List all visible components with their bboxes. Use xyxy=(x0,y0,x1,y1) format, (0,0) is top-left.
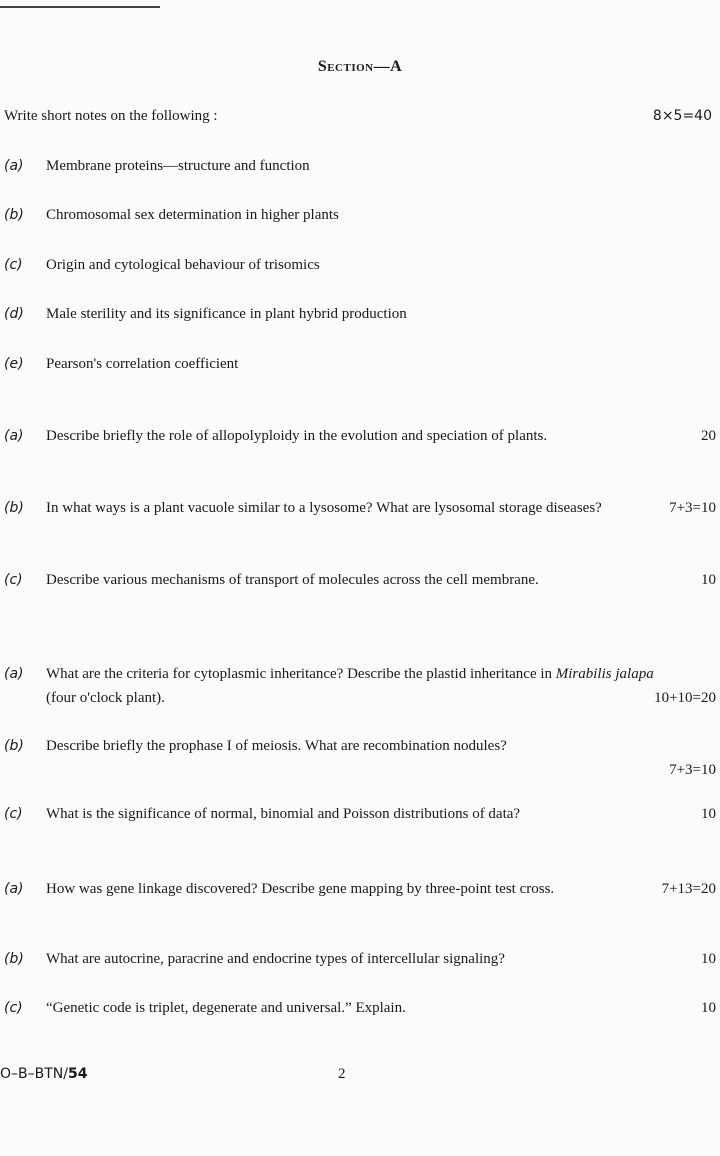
item-text: Describe various mechanisms of transport of molecules across the cell membrane. xyxy=(46,572,539,588)
item-text: What are the criteria for cytoplasmic inheritance? Describe the plastid inheritance in Mirabilis jalapa (four o'clock plant). xyxy=(46,666,654,706)
item-text: In what ways is a plant vacuole similar to a lysosome? What are lysosomal storage diseases? xyxy=(46,500,602,516)
item-label: (a) xyxy=(4,428,24,444)
item-text: What is the significance of normal, binomial and Poisson distributions of data? xyxy=(46,806,521,822)
item-text: Male sterility and its significance in plant hybrid production xyxy=(46,306,407,322)
item-text: How was gene linkage discovered? Describe gene mapping by three-point test cross. xyxy=(46,881,555,897)
paper-code: O–B–BTN/54 xyxy=(0,1066,88,1082)
item-text: What are autocrine, paracrine and endocrine types of intercellular signaling? xyxy=(46,951,505,967)
item-marks: 10+10=20 xyxy=(654,690,716,706)
item-text: “Genetic code is triplet, degenerate and universal.” Explain. xyxy=(46,1000,406,1016)
q1-c xyxy=(4,253,716,277)
item-label: (c) xyxy=(4,1000,23,1016)
top-rule xyxy=(0,6,160,8)
q2-c xyxy=(4,568,716,592)
item-label: (e) xyxy=(4,356,24,372)
instruction-text: Write short notes on the following : xyxy=(4,108,218,124)
item-text: Pearson's correlation coefficient xyxy=(46,356,239,372)
item-marks: 10 xyxy=(701,1000,716,1016)
q3-c xyxy=(4,802,716,826)
q4-a xyxy=(4,877,716,901)
item-marks: 7+3=10 xyxy=(669,762,716,778)
item-label: (c) xyxy=(4,806,23,822)
item-label: (a) xyxy=(4,158,24,174)
item-marks: 10 xyxy=(701,806,716,822)
item-text: Membrane proteins—structure and function xyxy=(46,158,310,174)
section-title: Section—A xyxy=(317,58,403,75)
item-label: (b) xyxy=(4,738,24,754)
item-label: (d) xyxy=(4,306,24,322)
item-marks: 20 xyxy=(701,428,716,444)
item-label: (a) xyxy=(4,881,24,897)
q2-a xyxy=(4,424,716,448)
item-text: Describe briefly the role of allopolyploidy in the evolution and speciation of plants. xyxy=(46,428,548,444)
q1-e xyxy=(4,352,716,376)
item-marks: 7+3=10 xyxy=(669,500,716,516)
item-label: (b) xyxy=(4,951,24,967)
item-text: Origin and cytological behaviour of trisomics xyxy=(46,257,320,273)
q2-b xyxy=(4,496,716,520)
item-marks: 10 xyxy=(701,951,716,967)
item-label: (b) xyxy=(4,207,24,223)
instruction xyxy=(4,108,712,125)
q1-d xyxy=(4,302,716,326)
q3-b xyxy=(4,734,716,782)
item-label: (b) xyxy=(4,500,24,516)
item-marks: 7+13=20 xyxy=(661,881,716,897)
q3-a xyxy=(4,662,716,710)
species-name: Mirabilis jalapa xyxy=(555,666,654,682)
q4-b xyxy=(4,947,716,971)
item-label: (a) xyxy=(4,666,24,682)
item-label: (c) xyxy=(4,257,23,273)
item-text: Describe briefly the prophase I of meiosis. What are recombination nodules? xyxy=(46,738,507,754)
q1-b xyxy=(4,203,716,227)
item-label: (c) xyxy=(4,572,23,588)
q1-a xyxy=(4,154,716,178)
q4-c xyxy=(4,996,716,1020)
instruction-marks: 8×5=40 xyxy=(652,108,712,124)
item-marks: 10 xyxy=(701,572,716,588)
page-number: 2 xyxy=(338,1066,346,1082)
item-text: Chromosomal sex determination in higher plants xyxy=(46,207,339,223)
